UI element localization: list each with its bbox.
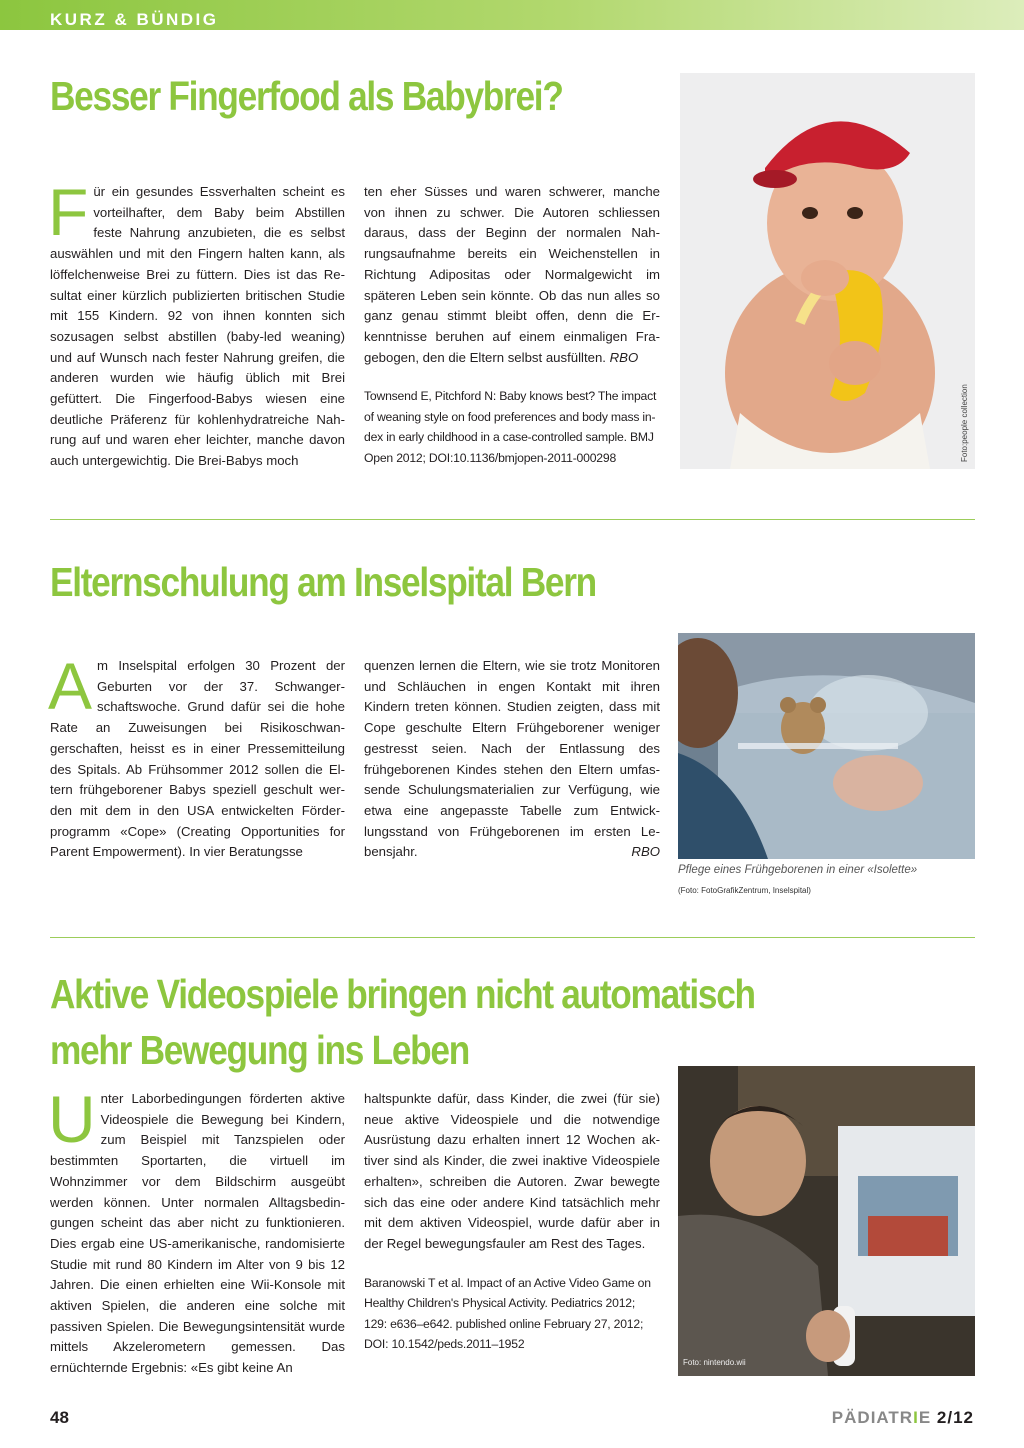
article-3-body-2: haltspunkte dafür, dass Kinder, die zwei (für sie) neue aktive Videospiele und die notwendige Ausrüstung dazu erhalten innert 12 Wochen aktiver sind als Kinder, die zwei inaktive Videospiele erhalten», schreiben die Autoren. Zwar bewegte sich das eine oder andere Kind tatsächlich mehr mit dem aktiven Videospiel, wurde dafür aber in der Regel bewegungsfauler am Rest des Tages. xyxy=(364,1091,660,1251)
journal-name xyxy=(832,1408,974,1428)
journal-issue: 2/12 xyxy=(936,1408,974,1427)
article-1-dropcap: F xyxy=(48,175,89,249)
article-2-title: Elternschulung am Inselspital Bern xyxy=(50,559,596,605)
section-divider-2 xyxy=(50,937,975,938)
article-3-title-line-2: mehr Bewegung ins Leben xyxy=(50,1027,469,1073)
journal-name-part-3: E xyxy=(918,1408,932,1427)
article-3-column-1 xyxy=(48,1082,345,1379)
article-2-body-2: quenzen lernen die Eltern, wie sie trotz Monitoren und Schläuchen in engen Kontakt mit ihren Kindern treten können. Studien zeigten, dass mit Cope geschulte Eltern Frühgeborener weniger gestresst seien. Nach der Entlassung des frühgeborenen Kindes stehen den Eltern umfassende Schulungsmaterialien zur Verfügung, wie etwa eine angepasste Tabelle zum Entwicklungsstand von Frühgeborenen im ersten Lebensjahr. xyxy=(364,658,660,860)
article-2-signature: RBO xyxy=(631,844,660,860)
article-1-reference: Townsend E, Pitchford N: Baby knows best? The impact of weaning style on food preferences and body mass index in early childhood in a case-controlled sample. BMJ Open 2012; DOI:10.1136/bmjopen-2011-000298 xyxy=(364,389,657,465)
article-2-column-2 xyxy=(364,656,660,863)
journal-name-part-1: PÄDIATR xyxy=(831,1408,914,1427)
section-bar xyxy=(0,0,1024,30)
article-1-body-1: ür ein gesundes Essverhalten scheint es vorteilhafter, dem Baby beim Abstillen feste Nahrung anzubieten, die es selbst auswählen und mit den Fingern halten kann, als löffelchenweise Brei zu füttern. Dies ist das Resultat einer kürzlich publizierten britischen Studie mit 155 Kindern. 92 von ihnen konnten sich sozusagen selbst abstillen (baby-led weaning) und auf Wunsch nach fester Nahrung greifen, die anderen wurden wie häufig üblich mit Brei gefüttert. Die Fingerfood-Babys wiesen eine deutliche Präferenz für kohlenhydratreiche Nahrung auf und waren eher leichter, manche davon auch untergewichtig. Die Brei-Babys moch xyxy=(50,184,345,469)
article-2-photo-caption: Pflege eines Frühgeborenen in einer «Isolette» xyxy=(678,864,918,876)
article-1-body-2: ten eher Süsses und waren schwerer, manche von ihnen zu schwer. Die Autoren schliessen daraus, dass der Beginn der normalen Nahrungsaufnahme bereits ein Weichenstellen in Richtung Adipositas oder Normalgewicht im späteren Leben sein könnte. Ob das nun alles so ganz genau stimmt bleibt offen, denn die Erkenntnisse beruhen auf einem einmaligen Fragebogen, den die Eltern selbst ausfüllten. xyxy=(364,184,660,365)
article-2-column-1 xyxy=(48,649,345,863)
article-1-signature: RBO xyxy=(609,349,639,365)
journal-name-accent: I xyxy=(913,1408,919,1427)
article-3-title-line-1: Aktive Videospiele bringen nicht automatisch xyxy=(50,971,755,1017)
article-2-photo-source: (Foto: FotoGrafikZentrum, Inselspital) xyxy=(678,886,811,895)
article-3-dropcap: U xyxy=(48,1082,96,1156)
article-1-column-1 xyxy=(48,175,345,472)
article-1-title: Besser Fingerfood als Babybrei? xyxy=(50,73,563,119)
article-2-body-1: m Inselspital erfolgen 30 Prozent der Geburten vor der 37. Schwangerschaftswoche. Grund dafür sei die hohe Rate an Zuweisungen bei Risikoschwangerschaften, heisst es in einer Pressemitteilung des Spitals. Ab Frühsommer 2012 sollen die Eltern frühgeborener Babys speziell geschult werden mit dem in den USA entwickelten Förderprogramm «Cope» (Creating Opportunities for Parent Empowerment). In vier Beratungsse xyxy=(50,658,345,860)
article-1-column-2 xyxy=(364,182,660,468)
videogame-photo xyxy=(678,1066,975,1376)
section-divider-1 xyxy=(50,519,975,520)
page-number: 48 xyxy=(50,1408,69,1427)
article-3-column-2 xyxy=(364,1089,660,1355)
article-2-dropcap: A xyxy=(48,649,93,723)
article-1-photo-credit: Foto:people collection xyxy=(960,384,969,462)
baby-photo xyxy=(680,73,975,469)
incubator-photo xyxy=(678,633,975,859)
article-3-photo-credit: Foto: nintendo.wii xyxy=(683,1358,746,1367)
section-label: KURZ & BÜNDIG xyxy=(50,10,219,29)
article-3-body-1: nter Laborbedingungen förderten aktive Videospiele die Bewegung bei Kindern, zum Beispiel mit Tanzspielen oder bestimmten Sportarten, die virtuell im Wohnzimmer vor dem Bildschirm ausgeübt werden können. Unter normalen Alltagsbedingungen scheint das aber nicht zu funktionieren. Dies ergab eine US-amerikanische, randomisierte Studie mit rund 80 Kindern im Alter von 9 bis 12 Jahren. Die einen erhielten eine Wii-Konsole mit aktiven Spielen, die anderen eine solche mit passiven Spielen. Die Bewegungsintensität wurde mittels Akzelerometern gemessen. Das ernüchternde Ergebnis: «Es gibt keine An xyxy=(50,1091,345,1376)
article-3-reference: Baranowski T et al. Impact of an Active Video Game on Healthy Children's Physical Activity. Pediatrics 2012; 129: e636–e642. published online February 27, 2012; DOI: 10.1542/peds.2011–1952 xyxy=(364,1275,651,1352)
